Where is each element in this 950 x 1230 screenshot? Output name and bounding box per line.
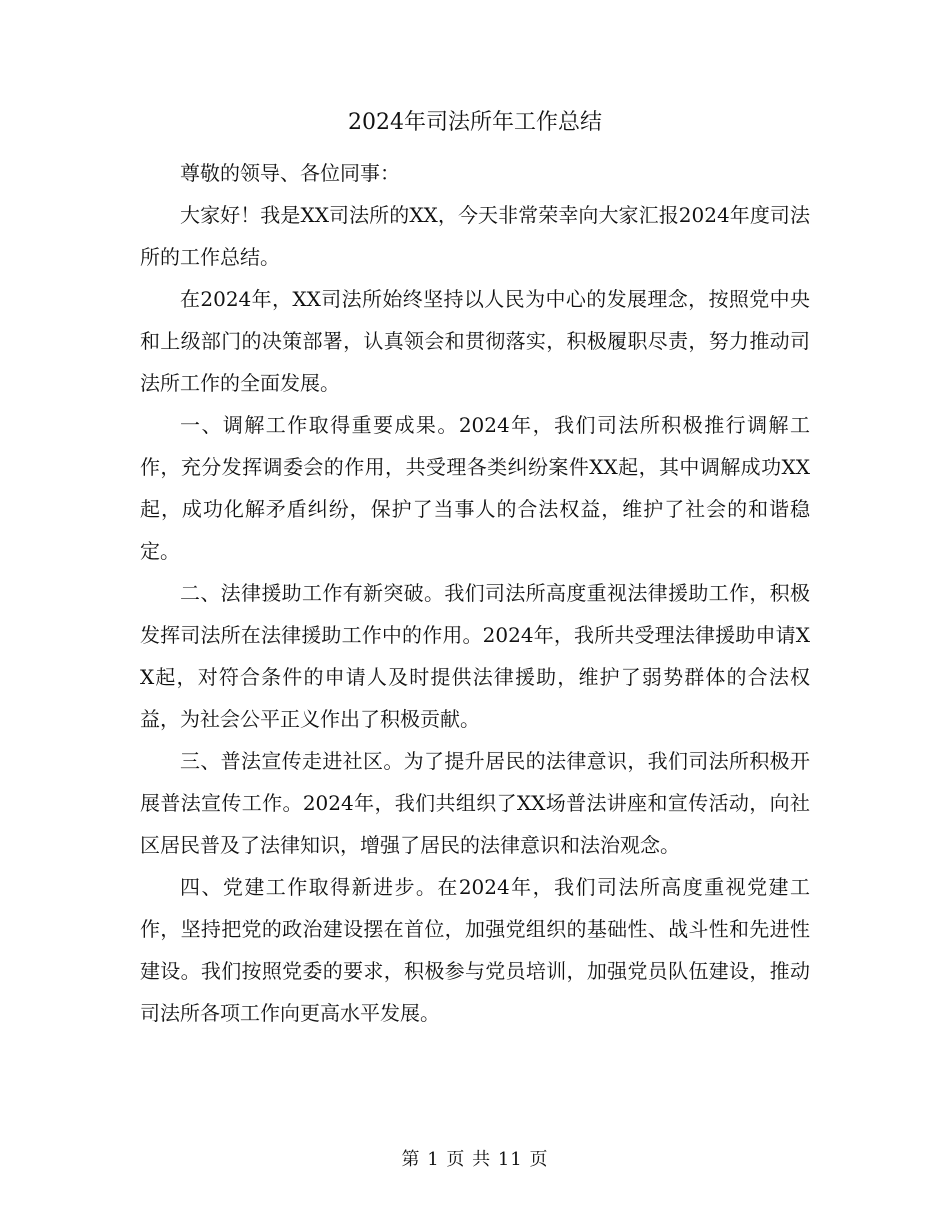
document-body xyxy=(140,152,810,1034)
legal-education-paragraph: 三、普法宣传走进社区。为了提升居民的法律意识，我们司法所积极开展普法宣传工作。2024年，我们共组织了XX场普法讲座和宣传活动，向社区居民普及了法律知识，增强了居民的法律意识和法治观念。 xyxy=(140,749,810,857)
greeting-paragraph: 大家好！我是XX司法所的XX，今天非常荣幸向大家汇报2024年度司法所的工作总结。 xyxy=(140,203,810,269)
legal-aid-paragraph: 二、法律援助工作有新突破。我们司法所高度重视法律援助工作，积极发挥司法所在法律援助工作中的作用。2024年，我所共受理法律援助申请XX起，对符合条件的申请人及时提供法律援助，维护了弱势群体的合法权益，为社会公平正义作出了积极贡献。 xyxy=(140,581,810,731)
document-title: 2024年司法所年工作总结 xyxy=(348,110,602,135)
intro-paragraph: 在2024年，XX司法所始终坚持以人民为中心的发展理念，按照党中央和上级部门的决策部署，认真领会和贯彻落实，积极履职尽责，努力推动司法所工作的全面发展。 xyxy=(140,287,810,395)
page-number-footer: 第 1 页 共 11 页 xyxy=(401,1149,549,1170)
salutation-paragraph: 尊敬的领导、各位同事： xyxy=(180,161,400,185)
party-building-paragraph: 四、党建工作取得新进步。在2024年，我们司法所高度重视党建工作，坚持把党的政治建设摆在首位，加强党组织的基础性、战斗性和先进性建设。我们按照党委的要求，积极参与党员培训，加强党员队伍建设，推动司法所各项工作向更高水平发展。 xyxy=(140,875,810,1025)
mediation-paragraph: 一、调解工作取得重要成果。2024年，我们司法所积极推行调解工作，充分发挥调委会的作用，共受理各类纠纷案件XX起，其中调解成功XX起，成功化解矛盾纠纷，保护了当事人的合法权益，维护了社会的和谐稳定。 xyxy=(140,413,810,563)
